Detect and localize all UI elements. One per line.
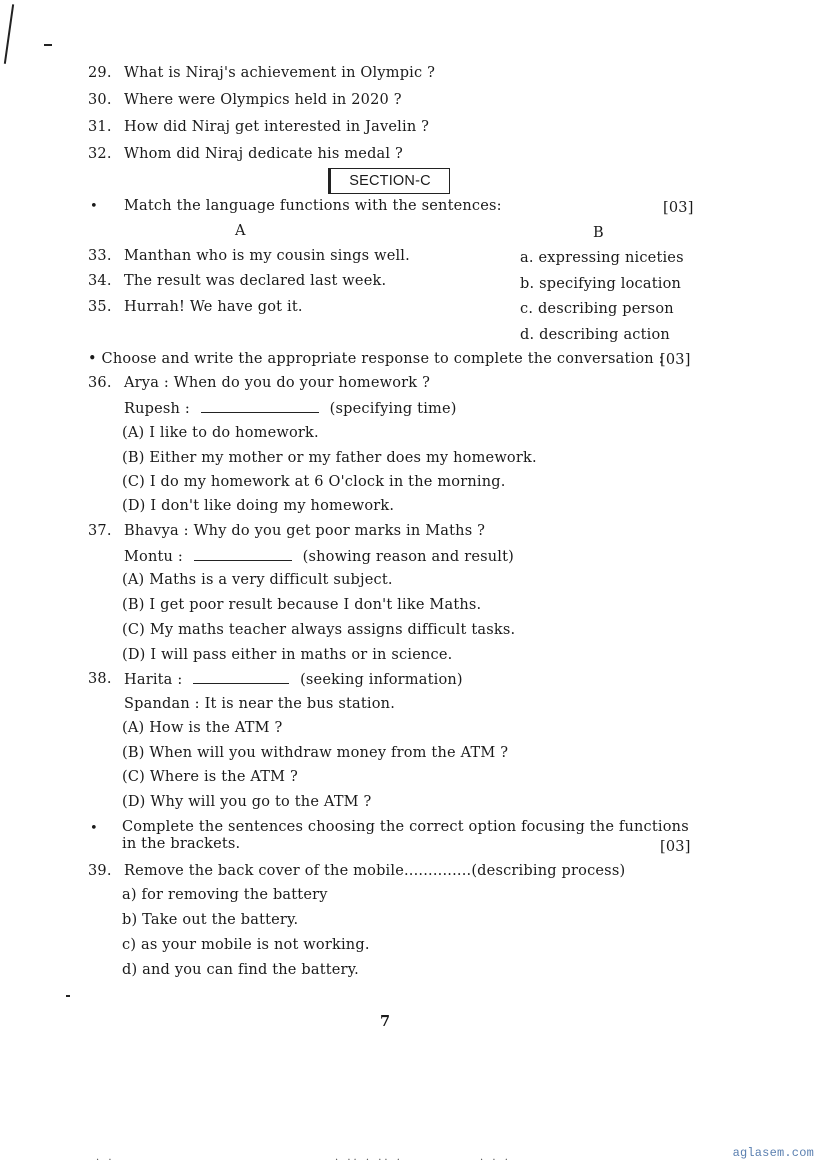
function-hint: (specifying time): [329, 401, 457, 417]
answer-option: (B) I get poor result because I don't like Maths.: [122, 597, 482, 613]
dialogue-line: Arya : When do you do your homework ?: [124, 375, 431, 391]
bullet: •: [90, 821, 98, 836]
dialogue-line: [124, 548, 514, 565]
function-hint: (seeking information): [300, 672, 463, 688]
dialogue-line: Bhavya : Why do you get poor marks in Maths ?: [124, 523, 486, 539]
question-number: 36.: [88, 375, 112, 391]
answer-option: a) for removing the battery: [122, 887, 328, 903]
question-text: Where were Olympics held in 2020 ?: [124, 92, 402, 108]
instruction: • Choose and write the appropriate response to complete the conversation :: [88, 351, 664, 367]
speaker: Montu :: [124, 549, 183, 565]
match-option: a. expressing niceties: [520, 250, 684, 266]
match-sentence: Manthan who is my cousin sings well.: [124, 248, 410, 264]
question-text: What is Niraj's achievement in Olympic ?: [124, 65, 436, 81]
question-text: Whom did Niraj dedicate his medal ?: [124, 146, 404, 162]
scan-mark: [4, 4, 14, 64]
answer-blank: [201, 400, 319, 413]
watermark: aglasem.com: [732, 1146, 814, 1160]
match-option: d. describing action: [520, 327, 670, 343]
speaker: Harita :: [124, 672, 183, 688]
answer-option: b) Take out the battery.: [122, 912, 299, 928]
question-number: 32.: [88, 146, 112, 162]
answer-option: (D) I don't like doing my homework.: [122, 498, 395, 514]
marks: [03]: [663, 200, 694, 216]
answer-option: (A) How is the ATM ?: [122, 720, 283, 736]
answer-blank: [193, 671, 289, 684]
match-sentence: Hurrah! We have got it.: [124, 299, 303, 315]
answer-blank: [194, 548, 292, 561]
instruction: in the brackets.: [122, 836, 241, 852]
instruction: Complete the sentences choosing the correct option focusing the functions: [122, 819, 689, 835]
question-text: Remove the back cover of the mobile..............(describing process): [124, 863, 626, 879]
match-option: c. describing person: [520, 301, 674, 317]
marks: [03]: [660, 839, 691, 855]
match-option: b. specifying location: [520, 276, 682, 292]
question-number: 35.: [88, 299, 112, 315]
question-text: How did Niraj get interested in Javelin ?: [124, 119, 430, 135]
answer-option: (B) Either my mother or my father does my homework.: [122, 450, 537, 466]
answer-option: d) and you can find the battery.: [122, 962, 359, 978]
match-sentence: The result was declared last week.: [124, 273, 387, 289]
answer-option: (D) I will pass either in maths or in science.: [122, 647, 453, 663]
bullet: •: [90, 199, 98, 214]
answer-option: (C) Where is the ATM ?: [122, 769, 298, 785]
answer-option: (B) When will you withdraw money from the ATM ?: [122, 745, 509, 761]
answer-option: (A) Maths is a very difficult subject.: [122, 572, 393, 588]
section-heading: SECTION-C: [330, 168, 450, 194]
dialogue-line: Spandan : It is near the bus station.: [124, 696, 396, 712]
scan-noise: · ·: [96, 1155, 115, 1166]
instruction: Match the language functions with the sentences:: [124, 198, 502, 214]
question-number: 33.: [88, 248, 112, 264]
scan-noise: · · ·: [480, 1155, 511, 1166]
scan-noise: · ·· · ·· ·: [335, 1155, 403, 1166]
question-number: 29.: [88, 65, 112, 81]
scan-mark: [66, 995, 70, 997]
answer-option: (C) My maths teacher always assigns difficult tasks.: [122, 622, 516, 638]
question-number: 37.: [88, 523, 112, 539]
question-number: 34.: [88, 273, 112, 289]
answer-option: (A) I like to do homework.: [122, 425, 319, 441]
question-number: 38.: [88, 671, 112, 687]
dialogue-line: [124, 671, 463, 688]
column-b-heading: B: [593, 225, 604, 241]
marks: [03]: [660, 352, 691, 368]
function-hint: (showing reason and result): [302, 549, 515, 565]
question-number: 30.: [88, 92, 112, 108]
answer-option: c) as your mobile is not working.: [122, 937, 370, 953]
answer-option: (C) I do my homework at 6 O'clock in the morning.: [122, 474, 506, 490]
page-number: 7: [380, 1013, 391, 1030]
answer-option: (D) Why will you go to the ATM ?: [122, 794, 372, 810]
question-number: 31.: [88, 119, 112, 135]
dialogue-line: [124, 400, 457, 417]
scan-mark: [44, 44, 52, 46]
speaker: Rupesh :: [124, 401, 190, 417]
column-a-heading: A: [235, 223, 246, 239]
question-number: 39.: [88, 863, 112, 879]
